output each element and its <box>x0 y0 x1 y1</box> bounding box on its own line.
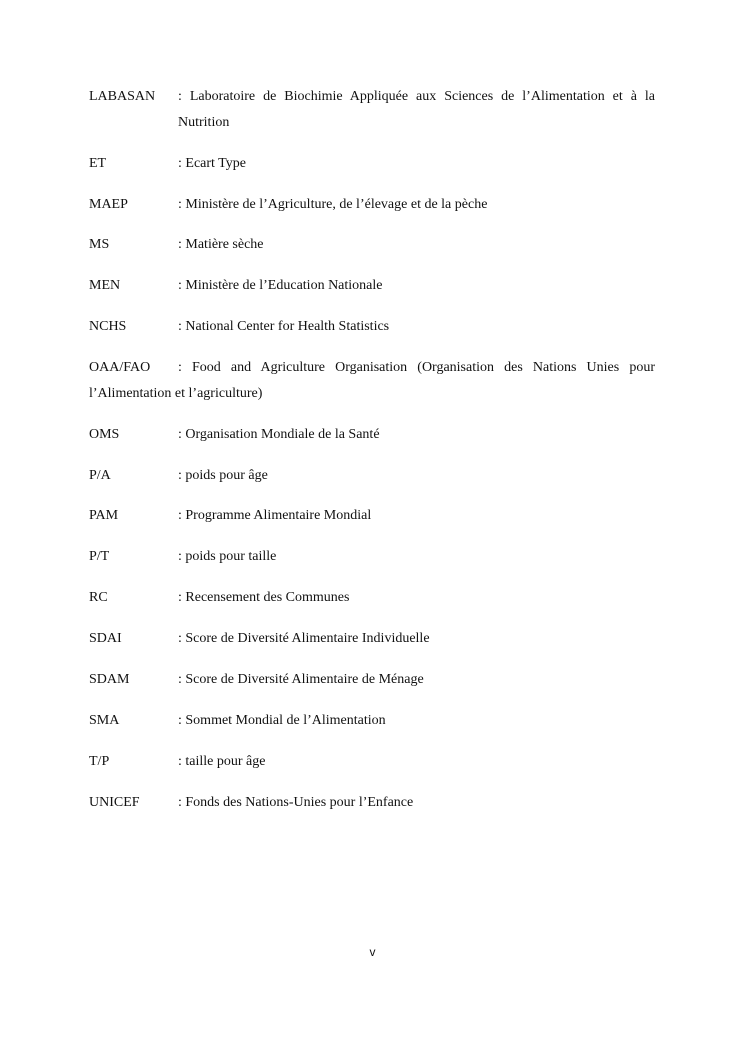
abbreviation-definition: : Matière sèche <box>178 237 264 252</box>
page-number: v <box>369 945 376 959</box>
abbreviation-definition: : Sommet Mondial de l’Alimentation <box>178 713 386 728</box>
abbreviation-term: NCHS <box>89 319 127 334</box>
abbreviation-term: ET <box>89 156 107 171</box>
abbreviation-definition: : Ministère de l’Agriculture, de l’élevage et de la pèche <box>178 197 488 212</box>
abbreviation-definition: : Fonds des Nations-Unies pour l’Enfance <box>178 795 414 810</box>
abbreviation-term: SDAI <box>89 631 122 646</box>
abbreviation-definition: : Score de Diversité Alimentaire Individuelle <box>178 631 430 646</box>
abbreviation-term: UNICEF <box>89 795 140 810</box>
abbreviation-definition: : Programme Alimentaire Mondial <box>178 508 372 523</box>
abbreviation-term: OMS <box>89 427 120 442</box>
abbreviation-definition: : poids pour âge <box>178 468 268 483</box>
abbreviation-definition: : poids pour taille <box>178 549 277 564</box>
abbreviation-definition: : Organisation Mondiale de la Santé <box>178 427 380 442</box>
abbreviation-term: OAA/FAO <box>89 360 151 375</box>
abbreviation-definition: : Laboratoire de Biochimie Appliquée aux Sciences de l’Alimentation et à la Nutrition <box>178 89 655 130</box>
abbreviation-definition-line1: : Food and Agriculture Organisation (Organisation des Nations Unies pour <box>178 360 655 375</box>
abbreviation-entry-labasan <box>89 84 655 136</box>
abbreviation-term: SMA <box>89 713 120 728</box>
abbreviation-definition-line2: l’Alimentation et l’agriculture) <box>89 386 263 401</box>
abbreviation-term: LABASAN <box>89 89 156 104</box>
abbreviation-term: RC <box>89 590 108 605</box>
abbreviation-term: PAM <box>89 508 119 523</box>
abbreviation-definition: : Ministère de l’Education Nationale <box>178 278 383 293</box>
abbreviation-term: T/P <box>89 754 110 769</box>
abbreviation-term: P/A <box>89 468 111 483</box>
abbreviation-entry-oaa-fao <box>89 355 655 407</box>
abbreviation-definition: : National Center for Health Statistics <box>178 319 390 334</box>
abbreviation-term: MEN <box>89 278 121 293</box>
abbreviation-term: MS <box>89 237 110 252</box>
abbreviation-term: MAEP <box>89 197 128 212</box>
abbreviation-definition: : Score de Diversité Alimentaire de Ménage <box>178 672 424 687</box>
abbreviation-definition: : Ecart Type <box>178 156 246 171</box>
abbreviation-definition: : taille pour âge <box>178 754 266 769</box>
abbreviation-term: SDAM <box>89 672 130 687</box>
abbreviation-definition: : Recensement des Communes <box>178 590 350 605</box>
abbreviation-term: P/T <box>89 549 110 564</box>
